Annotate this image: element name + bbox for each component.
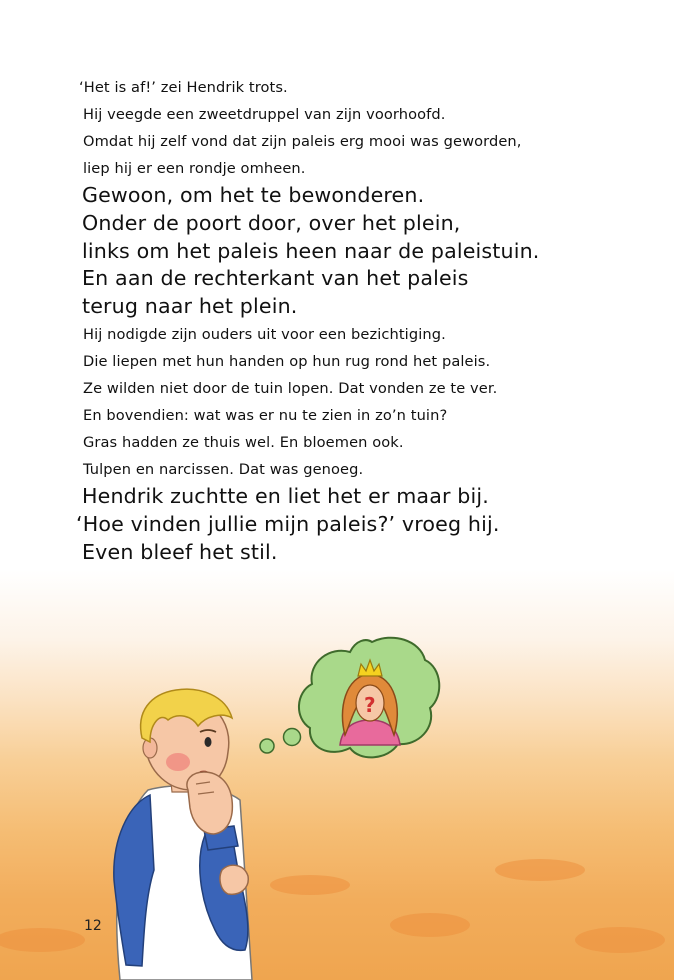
story-line: En bovendien: wat was er nu te zien in zo’n tuin? [83,407,448,424]
boy-thinking-icon [114,689,252,980]
story-line: Even bleef het stil. [82,540,278,564]
story-line: Hij veegde een zweetdruppel van zijn voorhoofd. [83,106,446,123]
story-line: Gewoon, om het te bewonderen. [82,183,425,207]
story-line: liep hij er een rondje omheen. [83,160,306,177]
story-line: Hij nodigde zijn ouders uit voor een bezichtiging. [83,326,446,343]
story-line: Ze wilden niet door de tuin lopen. Dat vonden ze te ver. [83,380,498,397]
page-number: 12 [84,918,102,934]
story-line: ‘Het is af!’ zei Hendrik trots. [79,79,288,96]
svg-text:?: ? [364,693,376,717]
story-line: terug naar het plein. [82,294,298,318]
story-line: Hendrik zuchtte en liet het er maar bij. [82,484,489,508]
story-line: Omdat hij zelf vond dat zijn paleis erg mooi was geworden, [83,133,522,150]
story-line: Die liepen met hun handen op hun rug rond het paleis. [83,353,491,370]
story-line: Onder de poort door, over het plein, [82,211,461,235]
story-line: links om het paleis heen naar de paleistuin. [82,239,540,263]
story-line: ‘Hoe vinden jullie mijn paleis?’ vroeg hij. [76,512,500,536]
story-line: En aan de rechterkant van het paleis [82,266,469,290]
story-line: Gras hadden ze thuis wel. En bloemen ook. [83,434,404,451]
story-line: Tulpen en narcissen. Dat was genoeg. [83,461,364,478]
